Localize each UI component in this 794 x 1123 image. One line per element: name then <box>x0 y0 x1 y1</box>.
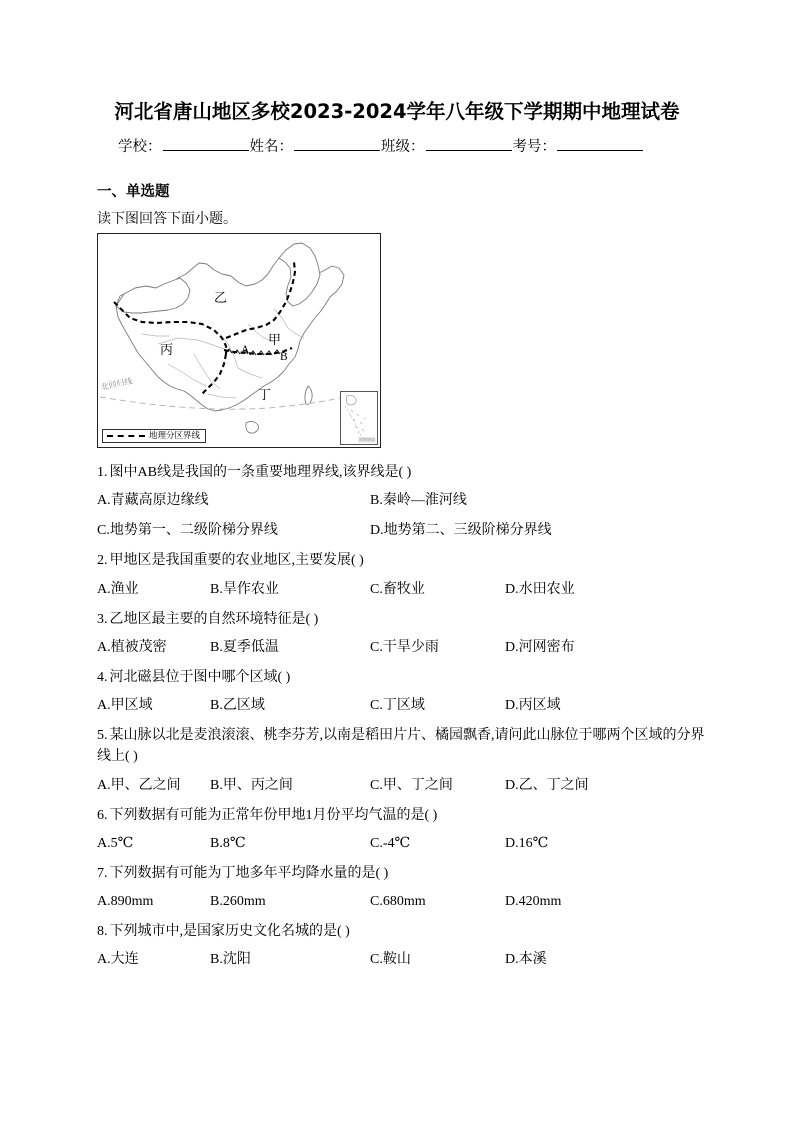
question-5-option-b[interactable]: B.甲、丙之间 <box>210 777 293 793</box>
question-3-option-d[interactable]: D.河网密布 <box>505 639 575 655</box>
question-7-stem <box>97 863 707 884</box>
question-5-option-c[interactable]: C.甲、丁之间 <box>370 777 453 793</box>
question-1-options-row-1 <box>97 490 707 511</box>
question-4-stem <box>97 667 707 688</box>
question-6-option-d[interactable]: D.16℃ <box>505 835 549 851</box>
question-2-options <box>97 579 707 600</box>
map-label-point-b: B <box>280 351 288 363</box>
question-7 <box>97 863 707 912</box>
question-4-option-a[interactable]: A.甲区域 <box>97 698 153 714</box>
question-5-option-d[interactable]: D.乙、丁之间 <box>505 777 589 793</box>
inset-tag-label: 南海诸岛 <box>359 437 375 442</box>
question-6-options <box>97 833 707 854</box>
question-3-number: 3. <box>97 611 108 627</box>
question-2-option-b[interactable]: B.旱作农业 <box>210 581 279 597</box>
question-4-text: 河北磁县位于图中哪个区域( ) <box>109 669 291 685</box>
question-7-number: 7. <box>97 865 108 881</box>
taiwan-island-path <box>305 386 312 404</box>
question-2-option-c[interactable]: C.畜牧业 <box>370 581 425 597</box>
question-4-options <box>97 695 707 716</box>
question-7-text: 下列数据有可能为丁地多年平均降水量的是( ) <box>109 865 389 881</box>
question-1-option-b[interactable]: B.秦岭—淮河线 <box>370 493 467 509</box>
map-label-yi: 乙 <box>214 291 228 306</box>
hainan-island-path <box>246 421 259 433</box>
question-1-stem <box>97 462 707 483</box>
question-1-text: 图中AB线是我国的一条重要地理界线,该界线是( ) <box>109 465 412 480</box>
question-1-number: 1. <box>97 465 108 480</box>
question-5-number: 5. <box>97 728 108 744</box>
question-1-option-c[interactable]: C.地势第一、二级阶梯分界线 <box>97 523 278 539</box>
question-6-option-c[interactable]: C.-4℃ <box>370 835 411 851</box>
question-5-stem <box>97 725 707 768</box>
question-4-option-b[interactable]: B.乙区域 <box>210 698 265 714</box>
identity-field-name <box>250 135 382 156</box>
question-2-number: 2. <box>97 553 108 569</box>
identity-label-examno: 考号： <box>512 139 556 155</box>
page-title: 河北省唐山地区多校2023-2024学年八年级下学期期中地理试卷 <box>114 100 680 123</box>
question-8-option-c[interactable]: C.鞍山 <box>370 952 411 968</box>
question-8-option-b[interactable]: B.沈阳 <box>210 952 251 968</box>
question-3-options <box>97 637 707 658</box>
question-6-stem <box>97 805 707 826</box>
question-1-option-a[interactable]: A.青藏高原边缘线 <box>97 493 209 509</box>
south-china-sea-inset <box>340 391 378 445</box>
question-4-number: 4. <box>97 669 108 685</box>
question-3-text: 乙地区最主要的自然环境特征是( ) <box>109 611 319 627</box>
question-4-option-d[interactable]: D.丙区域 <box>505 698 561 714</box>
question-1-option-d[interactable]: D.地势第二、三级阶梯分界线 <box>370 523 552 539</box>
question-2-text: 甲地区是我国重要的农业地区,主要发展( ) <box>109 553 364 569</box>
inset-map-svg <box>341 392 375 442</box>
question-1 <box>97 462 707 541</box>
question-8-stem <box>97 921 707 942</box>
question-2 <box>97 550 707 599</box>
question-3-option-b[interactable]: B.夏季低温 <box>210 639 279 655</box>
question-8-text: 下列城市中,是国家历史文化名城的是( ) <box>109 924 350 940</box>
question-3 <box>97 609 707 658</box>
identity-fields-row <box>118 135 678 156</box>
question-7-option-b[interactable]: B.260mm <box>210 894 266 910</box>
tropic-of-cancer-label: 北回归线 <box>100 376 134 392</box>
question-8-option-a[interactable]: A.大连 <box>97 952 139 968</box>
question-2-option-d[interactable]: D.水田农业 <box>505 581 575 597</box>
question-7-options <box>97 891 707 912</box>
map-legend <box>102 429 206 444</box>
identity-field-class <box>381 135 513 156</box>
question-1-options-row-2 <box>97 520 707 541</box>
question-3-option-a[interactable]: A.植被茂密 <box>97 639 167 655</box>
question-8-option-d[interactable]: D.本溪 <box>505 952 547 968</box>
identity-blank-school[interactable] <box>163 135 249 151</box>
identity-label-school: 学校： <box>118 139 162 155</box>
question-6-option-b[interactable]: B.8℃ <box>210 835 246 851</box>
map-label-jia: 甲 <box>268 333 282 348</box>
question-5-options <box>97 775 707 796</box>
question-5-text: 某山脉以北是麦浪滚滚、桃李芬芳,以南是稻田片片、橘园飘香,请问此山脉位于哪两个区域的分界线上( ) <box>97 728 705 765</box>
question-6 <box>97 805 707 854</box>
identity-label-class: 班级： <box>381 139 425 155</box>
questions-list <box>97 462 707 979</box>
identity-field-school <box>118 135 250 156</box>
section-lead-in: 读下图回答下面小题。 <box>97 212 237 227</box>
identity-field-examno <box>513 135 645 156</box>
question-4 <box>97 667 707 716</box>
question-8 <box>97 921 707 970</box>
question-7-option-a[interactable]: A.890mm <box>97 894 154 910</box>
question-2-stem <box>97 550 707 571</box>
question-6-option-a[interactable]: A.5℃ <box>97 835 134 851</box>
identity-blank-name[interactable] <box>294 135 380 151</box>
china-region-map-figure <box>97 233 381 448</box>
question-7-option-c[interactable]: C.680mm <box>370 894 426 910</box>
identity-blank-class[interactable] <box>426 135 512 151</box>
identity-label-name: 姓名： <box>249 139 293 155</box>
china-map-svg <box>98 234 380 447</box>
question-7-option-d[interactable]: D.420mm <box>505 894 562 910</box>
question-6-number: 6. <box>97 807 108 823</box>
question-2-option-a[interactable]: A.渔业 <box>97 581 139 597</box>
question-5-option-a[interactable]: A.甲、乙之间 <box>97 777 181 793</box>
map-label-bing: 丙 <box>160 343 174 358</box>
section-heading: 一、单选题 <box>97 184 170 200</box>
question-5 <box>97 725 707 796</box>
question-3-option-c[interactable]: C.干旱少雨 <box>370 639 439 655</box>
question-8-options <box>97 949 707 970</box>
legend-label: 地理分区界线 <box>149 430 201 441</box>
map-label-ding: 丁 <box>258 388 272 403</box>
question-8-number: 8. <box>97 924 108 940</box>
legend-dashed-line-icon <box>107 435 145 437</box>
question-6-text: 下列数据有可能为正常年份甲地1月份平均气温的是( ) <box>109 807 438 823</box>
map-label-point-a: A <box>241 344 250 356</box>
question-4-option-c[interactable]: C.丁区域 <box>370 698 425 714</box>
question-3-stem <box>97 609 707 630</box>
identity-blank-examno[interactable] <box>557 135 643 151</box>
